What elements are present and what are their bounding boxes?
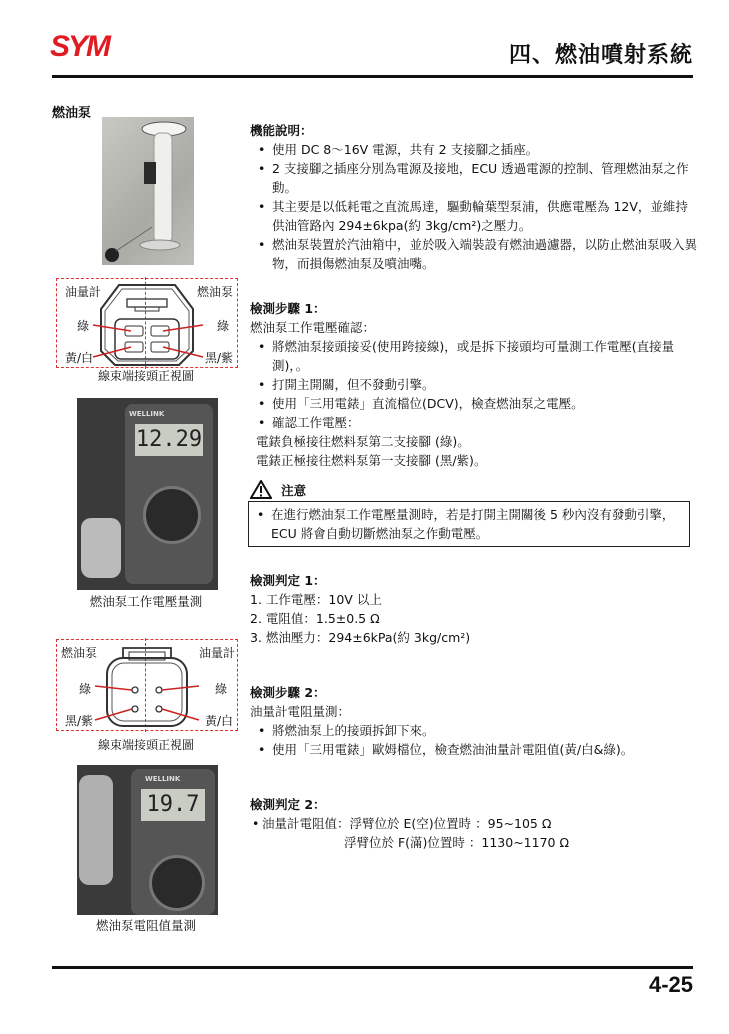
judge2-line1: 浮臂位於 E(空)位置時 ：95~105 Ω [349,816,552,831]
multimeter-dial [143,486,201,544]
multimeter-brand: WELLINK [145,775,181,783]
connector-diagram-1 [56,278,238,368]
page-number: 4-25 [648,972,693,997]
caution-box [248,501,690,547]
pin-label-top-left: 綠 [77,319,90,333]
list-item: • 確認工作電壓： [250,413,700,432]
step1-line-positive: 電錶正極接往燃料泵第一支接腳 (黑/紫)。 [256,453,487,468]
function-list [250,140,700,273]
resistance-measure-photo [77,765,218,915]
judge2-section [250,795,700,852]
connector-drawing [57,279,237,367]
step1-line-negative: 電錶負極接往燃料泵第二支接腳 (綠)。 [256,434,470,449]
judge1-heading: 檢測判定 1： [250,573,326,588]
step1-heading: 檢測步驟 1： [250,301,326,316]
judge2-label: 油量計電阻值： [262,816,350,831]
multimeter-body [131,769,215,915]
judge1-item: 3. 燃油壓力：294±6kPa(約 3kg/cm²) [250,630,471,645]
judge1-item: 2. 電阻值：1.5±0.5 Ω [250,611,380,626]
list-item: • 將燃油泵上的接頭拆卸下來。 [250,721,710,740]
label-fuel-gauge: 油量計 [65,285,102,299]
hand [79,775,113,885]
label-fuel-pump: 燃油泵 [61,646,98,660]
step2-section [250,683,710,759]
function-heading: 機能說明： [250,123,313,138]
warning-icon [250,480,272,499]
label-fuel-pump: 燃油泵 [196,285,233,299]
multimeter-dial [149,855,205,911]
pin-label-bottom-left: 黑/紫 [65,714,94,728]
multimeter-display: 12.29 [135,424,203,456]
list-item: • 燃油泵裝置於汽油箱中，並於吸入端裝設有燃油過濾器，以防止燃油泵吸入異物，而損傷燃油泵及噴油嘴。 [250,235,700,273]
diagram-2-caption: 線束端接頭正視圖 [97,738,194,752]
step1-subheading: 燃油泵工作電壓確認： [250,320,376,335]
judge1-item: 1. 工作電壓：10V 以上 [250,592,382,607]
pin-label-bottom-right: 黑/紫 [204,351,233,365]
step1-section [250,299,700,470]
function-section [250,121,700,273]
connector-drawing [57,640,237,730]
pin-label-bottom-right: 黃/白 [204,714,233,728]
multimeter-display: 19.7 [141,789,205,821]
judge2-line2: 浮臂位於 F(滿)位置時 ：1130~1170 Ω [344,835,570,850]
caution-label: 注意 [281,482,307,498]
voltage-measure-photo [77,398,218,590]
step2-heading: 檢測步驟 2： [250,685,326,700]
list-item: • 使用 DC 8～16V 電源，共有 2 支接腳之插座。 [250,140,700,159]
chapter-title: 四、燃油噴射系統 [508,43,693,68]
hand [81,518,121,578]
step2-subheading: 油量計電阻量測： [250,704,351,719]
diagram-1-caption: 線束端接頭正視圖 [97,369,194,383]
judge2-heading: 檢測判定 2： [250,797,326,812]
step2-list [250,721,710,759]
step1-list [250,337,700,432]
list-item: • 使用「三用電錶」歐姆檔位，檢查燃油油量計電阻值(黃/白&綠)。 [250,740,710,759]
fuel-pump-image [102,117,194,265]
list-item: • 其主要是以低耗電之直流馬達，驅動輪葉型泵浦，供應電壓為 12V，並維持供油管路內 294±6kpa(約 3kg/cm²)之壓力。 [250,197,700,235]
pin-label-bottom-left: 黃/白 [65,351,94,365]
connector-diagram-2 [56,639,238,731]
list-item: • 將燃油泵接頭接妥(使用跨接線)，或是拆下接頭均可量測工作電壓(直接量測)，。 [250,337,700,375]
sym-logo: SYM [50,30,110,63]
photo-2-caption: 燃油泵電阻值量測 [95,918,196,933]
judge2-row: • 油量計電阻值：浮臂位於 E(空)位置時 ：95~105 Ω [252,816,552,831]
caution-text: • 在進行燃油泵工作電壓量測時，若是打開主開關後 5 秒內沒有發動引擎，ECU 將會自動切斷燃油泵之作動電壓。 [249,505,683,543]
pin-label-top-right: 綠 [214,682,227,696]
multimeter-body [125,404,213,584]
judge1-section [250,571,700,647]
list-item: • 使用「三用電錶」直流檔位(DCV)，檢查燃油泵之電壓。 [250,394,700,413]
pin-label-top-left: 綠 [79,682,92,696]
section-title: 燃油泵 [52,106,92,121]
footer-rule [52,966,693,969]
list-item: • 2 支接腳之插座分別為電源及接地，ECU 透過電源的控制、管理燃油泵之作動。 [250,159,700,197]
photo-1-caption: 燃油泵工作電壓量測 [89,594,203,609]
list-item: • 打開主開關，但不發動引擎。 [250,375,700,394]
label-fuel-gauge: 油量計 [198,646,235,660]
header-rule [52,75,693,78]
caution-header [250,479,306,499]
pin-label-top-right: 綠 [216,319,229,333]
multimeter-brand: WELLINK [129,410,165,418]
fuel-pump-photo [102,117,194,265]
